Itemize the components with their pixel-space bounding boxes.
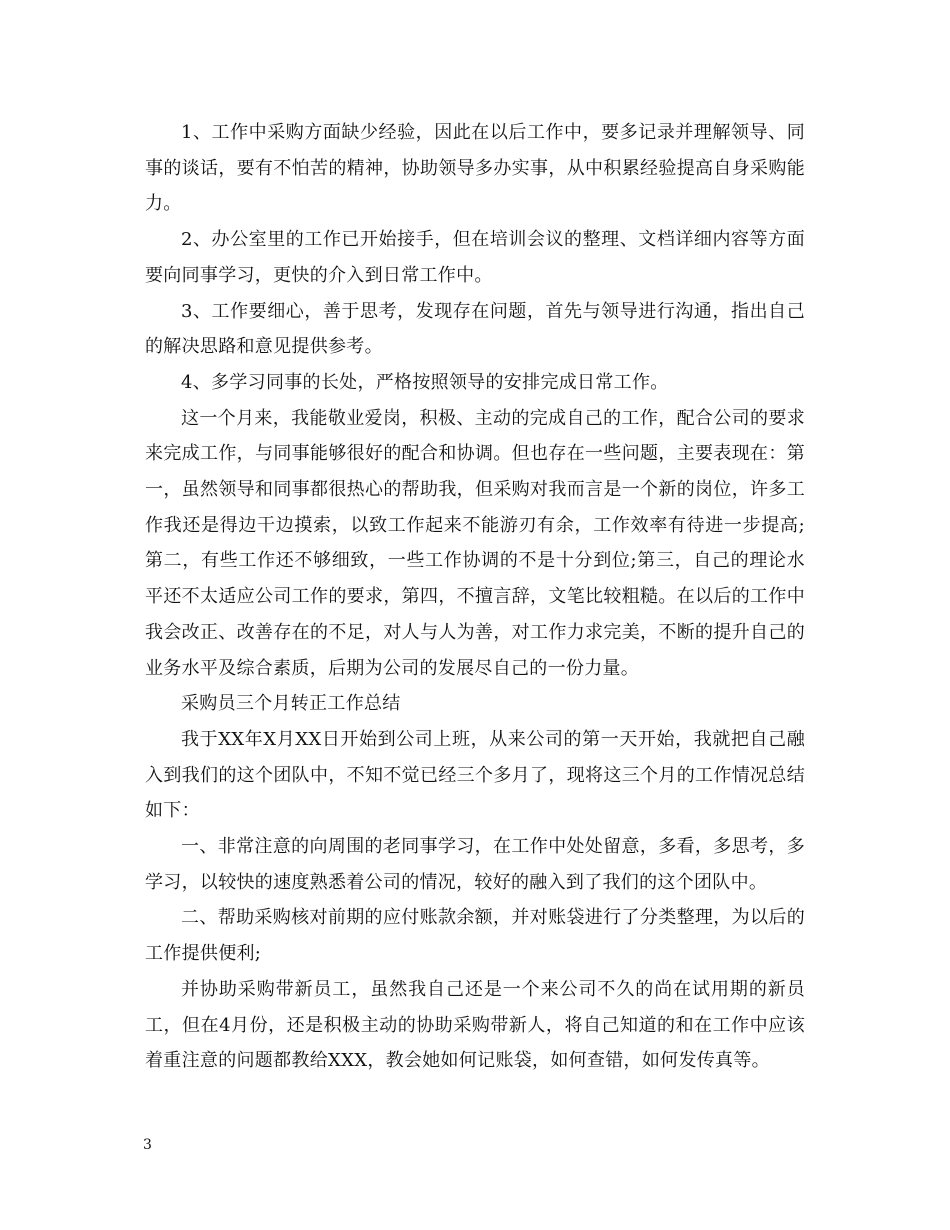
paragraph-month-summary: 这一个月来，我能敬业爱岗，积极、主动的完成自己的工作，配合公司的要求来完成工作，与同事能够很好的配合和协调。但也存在一些问题，主要表现在：第一，虽然领导和同事都很热心的帮助我，但采购对我而言是一个新的岗位，许多工作我还是得边干边摸索，以致工作起来不能游刃有余，工作效率有待进一步提高;第二，有些工作还不够细致，一些工作协调的不是十分到位;第三，自己的理论水平还不太适应公司工作的要求，第四，不擅言辞，文笔比较粗糙。在以后的工作中我会改正、改善存在的不足，对人与人为善，对工作力求完美，不断的提升自己的业务水平及综合素质，后期为公司的发展尽自己的一份力量。 [145, 407, 805, 679]
paragraph-item-1: 1、工作中采购方面缺少经验，因此在以后工作中，要多记录并理解领导、同事的谈话，要有不怕苦的精神，协助领导多办实事，从中积累经验提高自身采购能力。 [145, 122, 805, 215]
page-number: 3 [143, 1137, 152, 1153]
paragraph-point-1: 一、非常注意的向周围的老同事学习，在工作中处处留意，多看，多思考，多学习，以较快的速度熟悉着公司的情况，较好的融入到了我们的这个团队中。 [145, 836, 805, 893]
paragraph-item-2: 2、办公室里的工作已开始接手，但在培训会议的整理、文档详细内容等方面要向同事学习，更快的介入到日常工作中。 [145, 229, 805, 286]
paragraph-point-2: 二、帮助采购核对前期的应付账款余额，并对账袋进行了分类整理，为以后的工作提供便利; [145, 907, 805, 965]
paragraph-item-3: 3、工作要细心，善于思考，发现存在问题，首先与领导进行沟通，指出自己的解决思路和意见提供参考。 [145, 300, 805, 358]
paragraph-item-4: 4、多学习同事的长处，严格按照领导的安排完成日常工作。 [181, 371, 669, 393]
document-body [145, 115, 805, 1079]
paragraph-new-staff: 并协助采购带新员工，虽然我自己还是一个来公司不久的尚在试用期的新员工，但在4月份，还是积极主动的协助采购带新人，将自己知道的和在工作中应该着重注意的问题都教给XXX，教会她如何记账袋，如何查错，如何发传真等。 [145, 978, 805, 1072]
paragraph-intro: 我于XX年X月XX日开始到公司上班，从来公司的第一天开始，我就把自己融入到我们的这个团队中，不知不觉已经三个多月了，现将这三个月的工作情况总结如下： [145, 728, 805, 822]
section-heading: 采购员三个月转正工作总结 [181, 693, 401, 715]
